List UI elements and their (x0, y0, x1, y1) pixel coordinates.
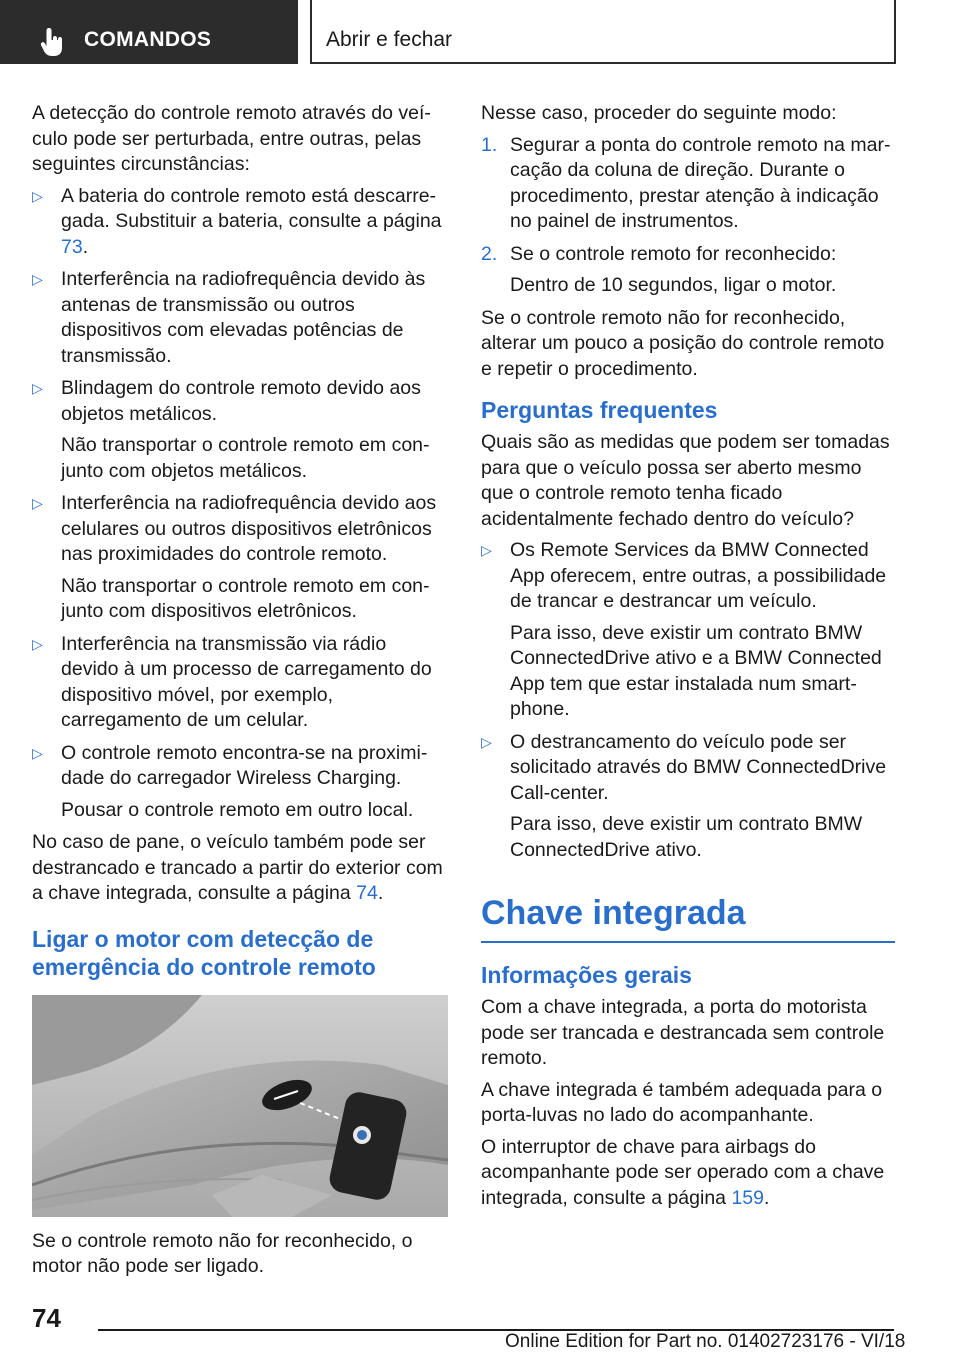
general-info-heading: Informações gerais (481, 962, 692, 988)
step-text: Segurar a ponta do controle remoto na marcação da coluna de direção. Durante o procedimento, prestar atenção à indicação no painel de instrumentos. (510, 133, 891, 232)
step-number: 1. (481, 133, 498, 156)
interference-list (32, 184, 448, 824)
edition-footer: Online Edition for Part no. 01402723176 - VI/18 (505, 1331, 906, 1352)
bullet-text-end: . (82, 235, 89, 258)
procedure-lead: Nesse caso, proceder do seguinte modo: (481, 102, 837, 124)
bullet-text: A bateria do controle remoto está descarregada. Substituir a bateria, consulte a página (61, 184, 442, 232)
faq-question: Quais são as medidas que podem ser tomadas para que o veículo possa ser aberto mesmo que o controle remoto tenha ficado acidentalmente fechado dentro do veículo? (481, 431, 890, 530)
steering-column-key-illustration (32, 995, 448, 1217)
bullet-subtext: Não transportar o controle remoto em conjunto com dispositivos eletrônicos. (61, 574, 430, 622)
page-link[interactable]: 159 (731, 1186, 764, 1209)
bullet-text: Interferência na radiofrequência devido aos celulares ou outros dispositivos eletrônicos nas proximidades do controle remoto. (61, 492, 437, 565)
intro-paragraph: A detecção do controle remoto através do veículo pode ser perturbada, entre outras, pelas seguintes circunstâncias: (32, 102, 431, 175)
bullet-text: Blindagem do controle remoto devido aos objetos metálicos. (61, 377, 421, 425)
list-item (32, 267, 448, 369)
list-item (32, 741, 448, 824)
faq-list (481, 538, 895, 863)
triangle-bullet-icon: ▷ (32, 744, 43, 761)
airbag-paragraph: O interruptor de chave para airbags do acompanhante pode ser operado com a chave integrada, consulte a página 159. (481, 1135, 885, 1209)
page-number: 74 (32, 1303, 61, 1333)
header-section-label: COMANDOS (84, 28, 212, 51)
triangle-bullet-icon: ▷ (32, 187, 43, 204)
step-number: 2. (481, 242, 498, 265)
triangle-bullet-icon: ▷ (32, 635, 43, 652)
page-link[interactable]: 73 (61, 235, 83, 258)
bullet-text: O destrancamento do veículo pode ser solicitado através do BMW ConnectedDrive Call-center. (510, 730, 887, 804)
faq-heading: Perguntas frequentes (481, 397, 718, 423)
list-item (481, 538, 895, 723)
list-item (32, 491, 448, 625)
bullet-subtext: Pousar o controle remoto em outro local. (61, 798, 414, 821)
bullet-text: O controle remoto encontra-se na proximidade do carregador Wireless Charging. (61, 741, 428, 789)
list-item (32, 632, 448, 734)
emergency-start-heading: Ligar o motor com detecção de emergência do controle remoto (32, 925, 376, 980)
info-paragraph: Com a chave integrada, a porta do motorista pode ser trancada e destrancada sem controle remoto. (481, 996, 885, 1069)
bullet-text: Interferência na transmissão via rádio devido à um processo de carregamento do dispositivo móvel, por exemplo, carregamento de um celular. (61, 632, 432, 731)
left-column (32, 101, 448, 1286)
triangle-bullet-icon: ▷ (481, 733, 492, 750)
bullet-subtext: Para isso, deve existir um contrato BMW ConnectedDrive ativo. (510, 813, 863, 861)
list-item (32, 184, 448, 261)
list-item (32, 376, 448, 484)
step-text: Se o controle remoto for reconhecido: (510, 242, 837, 265)
list-item (481, 730, 895, 864)
bullet-text: Os Remote Services da BMW Connected App oferecem, entre outras, a possibilidade de trancar e destrancar um veículo. (510, 539, 887, 612)
triangle-bullet-icon: ▷ (32, 271, 43, 287)
bullet-subtext: Para isso, deve existir um contrato BMW ConnectedDrive ativo e a BMW Connected App tem que estar instalada num smartphone. (510, 621, 882, 720)
step-subtext: Dentro de 10 segundos, ligar o motor. (510, 274, 837, 296)
breakdown-paragraph: No caso de pane, o veículo também pode ser destrancado e trancado a partir do exterior com a chave integrada, consulte a página 74. (32, 831, 443, 904)
list-item (481, 242, 895, 299)
hand-pointer-icon (40, 26, 66, 58)
triangle-bullet-icon: ▷ (32, 380, 43, 396)
figure-caption: Se o controle remoto não for reconhecido, o motor não pode ser ligado. (32, 1229, 413, 1277)
page-link[interactable]: 74 (356, 882, 378, 904)
right-column (481, 101, 895, 1217)
header-section-tab (0, 0, 298, 64)
procedure-steps (481, 133, 895, 299)
triangle-bullet-icon: ▷ (481, 542, 492, 558)
header-chapter-label: Abrir e fechar (326, 28, 453, 51)
info-paragraph: A chave integrada é também adequada para o porta-luvas no lado do acompanhante. (481, 1078, 883, 1126)
triangle-bullet-icon: ▷ (32, 495, 43, 511)
bullet-subtext: Não transportar o controle remoto em conjunto com objetos metálicos. (61, 434, 430, 482)
chapter-title: Chave integrada (481, 893, 895, 943)
retry-paragraph: Se o controle remoto não for reconhecido, alterar um pouco a posição do controle remoto e repetir o procedimento. (481, 306, 885, 380)
list-item (481, 133, 895, 235)
bullet-text: Interferência na radiofrequência devido às antenas de transmissão ou outros dispositivos com elevadas potências de transmissão. (61, 268, 426, 367)
